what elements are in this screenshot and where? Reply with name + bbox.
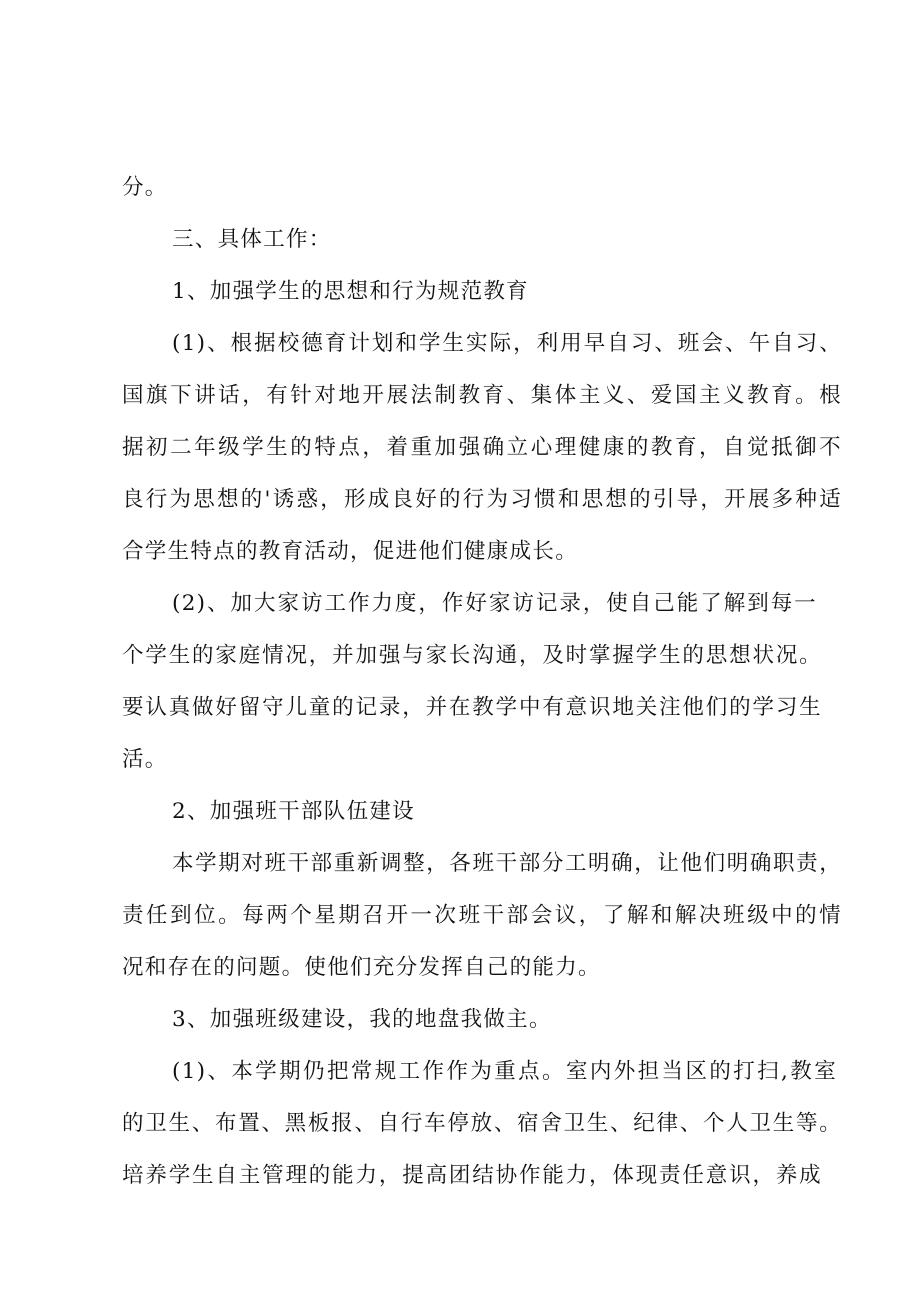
paragraph-line: (2)、加大家访工作力度，作好家访记录，使自己能了解到每一	[172, 591, 817, 616]
paragraph-line: 的卫生、布置、黑板报、自行车停放、宿舍卫生、纪律、个人卫生等。	[122, 1111, 842, 1136]
paragraph-line: 责任到位。每两个星期召开一次班干部会议，了解和解决班级中的情	[122, 903, 842, 928]
paragraph-line: 国旗下讲话，有针对地开展法制教育、集体主义、爱国主义教育。根	[122, 383, 842, 408]
section-heading: 三、具体工作：	[172, 227, 332, 252]
paragraph-line: 培养学生自主管理的能力，提高团结协作能力，体现责任意识，养成	[122, 1163, 822, 1188]
paragraph-line: (1)、本学期仍把常规工作作为重点。室内外担当区的打扫,教室	[172, 1059, 837, 1084]
paragraph-line: 况和存在的问题。使他们充分发挥自己的能力。	[122, 955, 601, 980]
subsection-heading: 3、加强班级建设，我的地盘我做主。	[172, 1007, 552, 1032]
paragraph-line: 活。	[122, 747, 168, 772]
paragraph-line: 分。	[122, 175, 168, 200]
subsection-heading: 1、加强学生的思想和行为规范教育	[172, 279, 529, 304]
paragraph-line: (1)、根据校德育计划和学生实际，利用早自习、班会、午自习、	[172, 331, 842, 356]
paragraph-line: 要认真做好留守儿童的记录，并在教学中有意识地关注他们的学习生	[122, 695, 822, 720]
paragraph-line: 合学生特点的教育活动，促进他们健康成长。	[122, 539, 579, 564]
paragraph-line: 据初二年级学生的特点，着重加强确立心理健康的教育，自觉抵御不	[122, 435, 842, 460]
paragraph-line: 个学生的家庭情况，并加强与家长沟通，及时掌握学生的思想状况。	[122, 643, 822, 668]
subsection-heading: 2、加强班干部队伍建设	[172, 799, 415, 824]
paragraph-line: 良行为思想的'诱惑，形成良好的行为习惯和思想的引导，开展多种适	[122, 487, 842, 512]
paragraph-line: 本学期对班干部重新调整，各班干部分工明确，让他们明确职责，	[172, 851, 842, 876]
